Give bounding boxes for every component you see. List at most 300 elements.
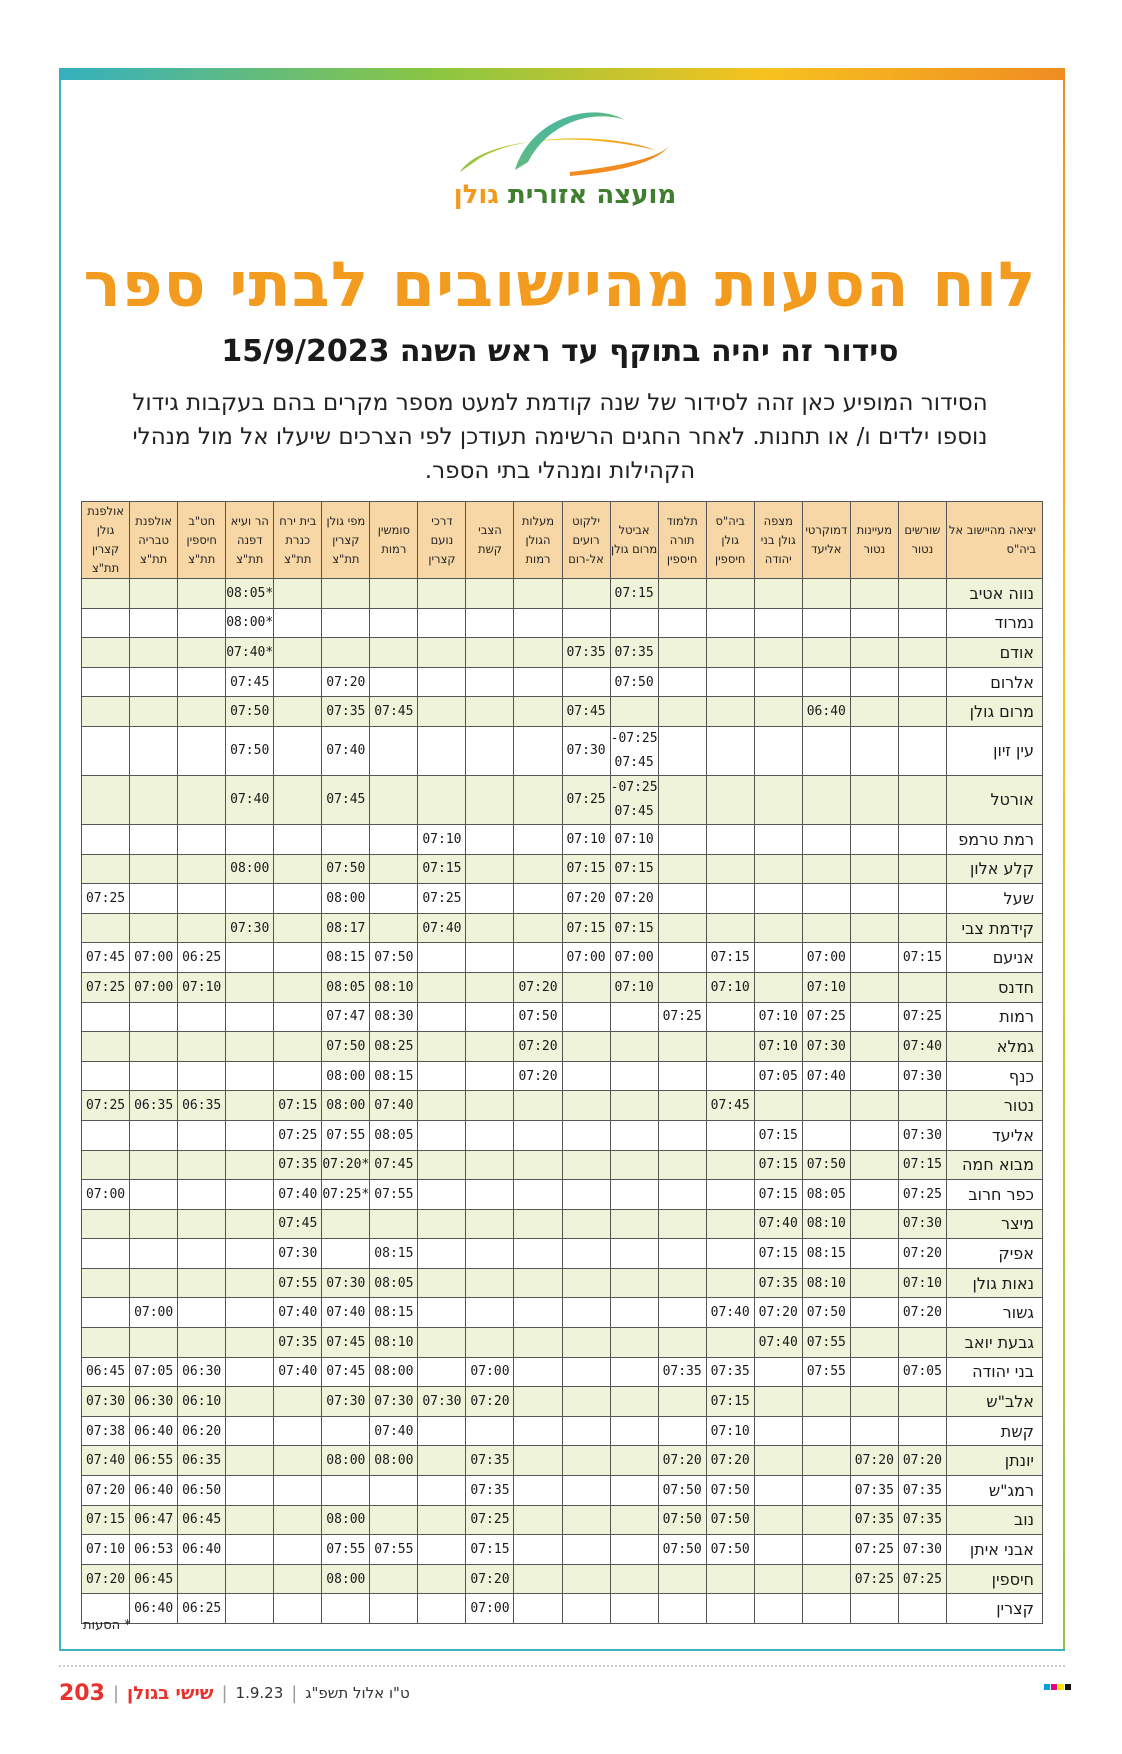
departure-time-cell	[418, 1032, 466, 1062]
departure-time-cell	[370, 608, 418, 638]
departure-time-cell	[802, 854, 850, 884]
departure-time-cell: 07:40	[322, 1298, 370, 1328]
footer-separator: |	[112, 1682, 120, 1704]
departure-time-cell: 07:20	[322, 667, 370, 697]
departure-time-cell: 08:15	[322, 943, 370, 973]
departure-time-cell: 07:20	[514, 1061, 562, 1091]
page-number: 203	[59, 1680, 105, 1706]
column-header-school: אולפנת גולן קצרין תת"צ	[82, 502, 130, 579]
departure-time-cell	[178, 667, 226, 697]
departure-time-cell	[226, 1476, 274, 1506]
departure-time-cell: 07:15	[610, 854, 658, 884]
departure-time-cell	[802, 608, 850, 638]
settlement-name-cell: נמרוד	[946, 608, 1042, 638]
departure-time-cell	[658, 1150, 706, 1180]
departure-time-cell	[754, 824, 802, 854]
departure-time-cell	[322, 1594, 370, 1624]
departure-time-cell	[178, 579, 226, 609]
departure-time-cell	[418, 1328, 466, 1358]
departure-time-cell: 07:40	[274, 1298, 322, 1328]
departure-time-cell	[466, 1120, 514, 1150]
departure-time-cell	[562, 1357, 610, 1387]
departure-time-cell	[130, 579, 178, 609]
departure-time-cell: 07:55	[370, 1535, 418, 1565]
departure-time-cell	[754, 1387, 802, 1417]
departure-time-cell	[130, 697, 178, 727]
departure-time-cell	[754, 667, 802, 697]
departure-time-cell: 07:10	[754, 1032, 802, 1062]
departure-time-cell: 07:40	[754, 1209, 802, 1239]
departure-time-cell: 07:30	[898, 1209, 946, 1239]
departure-time-cell: 07:35	[610, 638, 658, 668]
settlement-name-cell: מרום גולן	[946, 697, 1042, 727]
departure-time-cell: 08:10	[802, 1209, 850, 1239]
settlement-name-cell: קשת	[946, 1416, 1042, 1446]
departure-time-cell: 07:35	[658, 1357, 706, 1387]
departure-time-cell: 07:10	[706, 972, 754, 1002]
departure-time-cell: 07:10	[802, 972, 850, 1002]
departure-time-cell: 07:15	[754, 1180, 802, 1210]
departure-time-cell: 07:20	[82, 1564, 130, 1594]
settlement-name-cell: רמת טרמפ	[946, 824, 1042, 854]
departure-time-cell	[850, 1061, 898, 1091]
departure-time-cell: 07:45	[706, 1091, 754, 1121]
departure-time-cell	[514, 608, 562, 638]
departure-time-cell	[370, 913, 418, 943]
departure-time-cell	[850, 972, 898, 1002]
departure-time-cell	[514, 1505, 562, 1535]
departure-time-cell	[610, 1061, 658, 1091]
departure-time-cell	[802, 775, 850, 824]
departure-time-cell: 07:30	[898, 1120, 946, 1150]
departure-time-cell: 07:00	[130, 1298, 178, 1328]
departure-time-cell	[562, 1594, 610, 1624]
departure-time-cell	[322, 638, 370, 668]
departure-time-cell	[274, 608, 322, 638]
departure-time-cell: 08:00	[370, 1357, 418, 1387]
departure-time-cell	[274, 1061, 322, 1091]
departure-time-cell	[658, 608, 706, 638]
departure-time-cell	[418, 608, 466, 638]
departure-time-cell: 07:20	[898, 1446, 946, 1476]
departure-time-cell: 07:15	[754, 1150, 802, 1180]
departure-time-cell: 06:55	[130, 1446, 178, 1476]
table-row	[82, 1564, 1043, 1594]
departure-time-cell: 07:50	[658, 1505, 706, 1535]
departure-time-cell	[706, 1209, 754, 1239]
departure-time-cell	[130, 913, 178, 943]
departure-time-cell	[658, 943, 706, 973]
departure-time-cell	[850, 1298, 898, 1328]
departure-time-cell	[178, 1209, 226, 1239]
departure-time-cell	[850, 697, 898, 727]
departure-time-cell	[898, 638, 946, 668]
departure-time-cell: 08:00	[226, 854, 274, 884]
departure-time-cell: 07:25	[850, 1535, 898, 1565]
settlement-name-cell: קידמת צבי	[946, 913, 1042, 943]
departure-time-cell	[466, 667, 514, 697]
departure-time-cell	[322, 824, 370, 854]
departure-time-cell	[706, 1594, 754, 1624]
departure-time-cell	[754, 1476, 802, 1506]
column-header-school: מעלות הגולן רמות	[514, 502, 562, 579]
departure-time-cell: 07:10	[754, 1002, 802, 1032]
departure-time-cell: 07:45	[274, 1209, 322, 1239]
departure-time-cell: 08:05	[802, 1180, 850, 1210]
settlement-name-cell: אלרום	[946, 667, 1042, 697]
departure-time-cell: 07:15	[754, 1239, 802, 1269]
departure-time-cell	[514, 697, 562, 727]
departure-time-cell	[418, 1268, 466, 1298]
departure-time-cell	[466, 913, 514, 943]
departure-time-cell	[802, 884, 850, 914]
departure-time-cell	[802, 913, 850, 943]
departure-time-cell	[178, 697, 226, 727]
departure-time-cell	[706, 1061, 754, 1091]
departure-time-cell	[610, 608, 658, 638]
departure-time-cell	[226, 824, 274, 854]
settlement-name-cell: קצרין	[946, 1594, 1042, 1624]
settlement-name-cell: שעל	[946, 884, 1042, 914]
departure-time-cell	[82, 726, 130, 775]
departure-time-cell	[514, 943, 562, 973]
departure-time-cell	[466, 943, 514, 973]
departure-time-cell: 07:35	[850, 1476, 898, 1506]
table-row	[82, 1091, 1043, 1121]
footnote: * הסעות	[83, 1618, 131, 1633]
departure-time-cell	[850, 667, 898, 697]
departure-time-cell	[850, 1091, 898, 1121]
departure-time-cell	[706, 697, 754, 727]
departure-time-cell	[370, 638, 418, 668]
departure-time-cell: 07:20	[706, 1446, 754, 1476]
departure-time-cell	[418, 697, 466, 727]
departure-time-cell	[610, 1357, 658, 1387]
departure-time-cell	[706, 1328, 754, 1358]
settlement-name-cell: אניעם	[946, 943, 1042, 973]
departure-time-cell: 07:20	[514, 972, 562, 1002]
departure-time-cell	[562, 1298, 610, 1328]
departure-time-cell	[802, 1416, 850, 1446]
departure-time-cell	[130, 1150, 178, 1180]
departure-time-cell: 06:45	[82, 1357, 130, 1387]
departure-time-cell	[562, 1387, 610, 1417]
departure-time-cell	[658, 579, 706, 609]
departure-time-cell	[130, 1061, 178, 1091]
departure-time-cell	[130, 884, 178, 914]
departure-time-cell: 07:25	[274, 1120, 322, 1150]
departure-time-cell	[370, 1594, 418, 1624]
departure-time-cell: 07:30	[418, 1387, 466, 1417]
departure-time-cell: 07:30	[322, 1387, 370, 1417]
departure-time-cell	[898, 697, 946, 727]
departure-time-cell	[658, 1061, 706, 1091]
departure-time-cell	[754, 1446, 802, 1476]
departure-time-cell: 06:30	[130, 1387, 178, 1417]
departure-time-cell: 06:50	[178, 1476, 226, 1506]
departure-time-cell	[274, 1505, 322, 1535]
departure-time-cell	[514, 1091, 562, 1121]
departure-time-cell	[322, 1416, 370, 1446]
departure-time-cell	[658, 1032, 706, 1062]
departure-time-cell	[658, 1564, 706, 1594]
departure-time-cell	[418, 1416, 466, 1446]
departure-time-cell: 07:35	[754, 1268, 802, 1298]
departure-time-cell: 06:35	[178, 1446, 226, 1476]
departure-time-cell: 08:00	[322, 1505, 370, 1535]
departure-time-cell	[850, 1416, 898, 1446]
departure-time-cell: 07:45	[562, 697, 610, 727]
departure-time-cell	[850, 913, 898, 943]
departure-time-cell	[130, 1328, 178, 1358]
departure-time-cell	[82, 579, 130, 609]
departure-time-cell: 07:00	[466, 1594, 514, 1624]
departure-time-cell: 07:10	[418, 824, 466, 854]
departure-time-cell	[274, 824, 322, 854]
departure-time-cell	[178, 824, 226, 854]
departure-time-cell	[562, 1564, 610, 1594]
departure-time-cell	[898, 972, 946, 1002]
departure-time-cell	[610, 1209, 658, 1239]
settlement-name-cell: גמלא	[946, 1032, 1042, 1062]
footer-separator: |	[291, 1682, 298, 1704]
departure-time-cell	[466, 579, 514, 609]
departure-time-cell	[130, 667, 178, 697]
departure-time-cell	[898, 1594, 946, 1624]
table-row	[82, 608, 1043, 638]
departure-time-cell	[706, 1002, 754, 1032]
gregorian-date: 1.9.23	[235, 1684, 284, 1702]
departure-time-cell: 07:45	[322, 775, 370, 824]
departure-time-cell	[226, 1446, 274, 1476]
departure-time-cell	[562, 1328, 610, 1358]
departure-time-cell	[178, 913, 226, 943]
departure-time-cell	[514, 884, 562, 914]
departure-time-cell	[562, 1032, 610, 1062]
settlement-name-cell: נוב	[946, 1505, 1042, 1535]
departure-time-cell: 07:50	[802, 1150, 850, 1180]
settlement-name-cell: קלע אלון	[946, 854, 1042, 884]
departure-time-cell: 07:15	[562, 913, 610, 943]
departure-time-cell	[130, 1180, 178, 1210]
departure-time-cell: *07:25	[322, 1180, 370, 1210]
departure-time-cell: 08:05	[322, 972, 370, 1002]
departure-time-cell	[754, 1416, 802, 1446]
departure-time-cell	[322, 1209, 370, 1239]
departure-time-cell	[754, 638, 802, 668]
departure-time-cell	[706, 1032, 754, 1062]
departure-time-cell: 07:55	[370, 1180, 418, 1210]
departure-time-cell	[610, 1239, 658, 1269]
yellow-mark	[1058, 1684, 1064, 1690]
table-row	[82, 1120, 1043, 1150]
departure-time-cell	[898, 1328, 946, 1358]
departure-time-cell	[562, 1416, 610, 1446]
footer-divider	[59, 1665, 1065, 1667]
departure-time-cell	[514, 1268, 562, 1298]
departure-time-cell	[562, 1209, 610, 1239]
departure-time-cell	[658, 1091, 706, 1121]
departure-time-cell	[850, 1387, 898, 1417]
page-title: לוח הסעות מהיישובים לבתי ספר	[83, 248, 1037, 321]
departure-time-cell: 07:50	[226, 726, 274, 775]
departure-time-cell	[178, 638, 226, 668]
departure-time-cell	[850, 943, 898, 973]
departure-time-cell	[274, 697, 322, 727]
departure-time-cell	[706, 1180, 754, 1210]
departure-time-cell	[898, 884, 946, 914]
departure-time-cell: 07:40	[370, 1416, 418, 1446]
table-row	[82, 1446, 1043, 1476]
departure-time-cell: 08:25	[370, 1032, 418, 1062]
departure-time-cell	[850, 1268, 898, 1298]
departure-time-cell: 07:50	[370, 943, 418, 973]
departure-time-cell: 07:20	[754, 1298, 802, 1328]
departure-time-cell	[82, 1120, 130, 1150]
settlement-name-cell: אבני איתן	[946, 1535, 1042, 1565]
departure-time-cell	[850, 1594, 898, 1624]
departure-time-cell	[658, 638, 706, 668]
departure-time-cell	[370, 579, 418, 609]
departure-time-cell: 06:25	[178, 943, 226, 973]
departure-time-cell	[802, 667, 850, 697]
column-header-origin: יציאה מהיישוב אל ביה"ס	[946, 502, 1042, 579]
departure-time-cell	[898, 913, 946, 943]
departure-time-cell	[562, 1446, 610, 1476]
departure-time-cell	[466, 1180, 514, 1210]
departure-time-cell: 07:25- 07:45	[610, 775, 658, 824]
departure-time-cell: 06:35	[178, 1091, 226, 1121]
departure-time-cell	[754, 726, 802, 775]
departure-time-cell: 07:55	[274, 1268, 322, 1298]
departure-time-cell: 08:10	[370, 1328, 418, 1358]
departure-time-cell	[274, 884, 322, 914]
departure-time-cell	[658, 1268, 706, 1298]
departure-time-cell	[178, 1032, 226, 1062]
departure-time-cell: 07:35	[274, 1328, 322, 1358]
departure-time-cell	[370, 824, 418, 854]
departure-time-cell	[466, 638, 514, 668]
settlement-name-cell: רמג"ש	[946, 1476, 1042, 1506]
settlement-name-cell: גשור	[946, 1298, 1042, 1328]
departure-time-cell: 07:55	[802, 1328, 850, 1358]
departure-time-cell	[850, 1032, 898, 1062]
departure-time-cell	[898, 824, 946, 854]
departure-time-cell: 06:45	[130, 1564, 178, 1594]
departure-time-cell	[466, 1239, 514, 1269]
departure-time-cell	[226, 1091, 274, 1121]
departure-time-cell: 06:40	[130, 1594, 178, 1624]
departure-time-cell	[226, 1120, 274, 1150]
departure-time-cell	[466, 1091, 514, 1121]
departure-time-cell	[418, 667, 466, 697]
departure-time-cell	[658, 726, 706, 775]
departure-time-cell	[418, 1535, 466, 1565]
departure-time-cell	[754, 1564, 802, 1594]
departure-time-cell	[82, 913, 130, 943]
departure-time-cell	[850, 824, 898, 854]
departure-time-cell: 07:50	[322, 854, 370, 884]
departure-time-cell	[130, 1209, 178, 1239]
departure-time-cell: 07:35	[898, 1505, 946, 1535]
departure-time-cell	[610, 1120, 658, 1150]
departure-time-cell: 07:15	[610, 579, 658, 609]
departure-time-cell	[562, 972, 610, 1002]
departure-time-cell	[322, 1476, 370, 1506]
print-color-marks	[1044, 1684, 1071, 1690]
departure-time-cell: 07:55	[322, 1120, 370, 1150]
settlement-name-cell: חדנס	[946, 972, 1042, 1002]
settlement-name-cell: אורטל	[946, 775, 1042, 824]
departure-time-cell: 07:40	[274, 1180, 322, 1210]
departure-time-cell	[514, 579, 562, 609]
departure-time-cell	[370, 1476, 418, 1506]
departure-time-cell	[802, 579, 850, 609]
departure-time-cell	[706, 726, 754, 775]
departure-time-cell: 07:30	[802, 1032, 850, 1062]
departure-time-cell: 07:05	[754, 1061, 802, 1091]
departure-time-cell: 07:00	[802, 943, 850, 973]
table-row	[82, 1268, 1043, 1298]
departure-time-cell: 07:10	[610, 972, 658, 1002]
departure-time-cell	[706, 1150, 754, 1180]
departure-time-cell: 07:50	[322, 1032, 370, 1062]
departure-time-cell	[274, 1564, 322, 1594]
departure-time-cell: 07:20	[658, 1446, 706, 1476]
table-row	[82, 667, 1043, 697]
departure-time-cell	[418, 1239, 466, 1269]
departure-time-cell: 07:47	[322, 1002, 370, 1032]
departure-time-cell	[418, 1150, 466, 1180]
departure-time-cell: 07:20	[466, 1387, 514, 1417]
departure-time-cell	[418, 1476, 466, 1506]
departure-time-cell	[514, 1357, 562, 1387]
departure-time-cell: 07:35	[466, 1446, 514, 1476]
departure-time-cell: 07:00	[610, 943, 658, 973]
departure-time-cell: 07:15	[82, 1505, 130, 1535]
departure-time-cell: 07:15	[754, 1120, 802, 1150]
departure-time-cell: 07:05	[898, 1357, 946, 1387]
departure-time-cell	[82, 638, 130, 668]
departure-time-cell	[898, 608, 946, 638]
departure-time-cell	[706, 1268, 754, 1298]
departure-time-cell: 07:40	[418, 913, 466, 943]
table-row	[82, 1209, 1043, 1239]
departure-time-cell	[610, 1032, 658, 1062]
table-row	[82, 1357, 1043, 1387]
table-row	[82, 1387, 1043, 1417]
departure-time-cell: 07:40	[82, 1446, 130, 1476]
departure-time-cell: 06:40	[130, 1476, 178, 1506]
departure-time-cell: 07:25- 07:45	[610, 726, 658, 775]
departure-time-cell	[850, 726, 898, 775]
departure-time-cell: 07:25	[850, 1564, 898, 1594]
table-row	[82, 1328, 1043, 1358]
departure-time-cell	[274, 972, 322, 1002]
departure-time-cell: *07:20	[322, 1150, 370, 1180]
departure-time-cell	[754, 1505, 802, 1535]
departure-time-cell: 08:15	[802, 1239, 850, 1269]
departure-time-cell	[802, 638, 850, 668]
validity-subtitle: סידור זה יהיה בתוקף עד ראש השנה 15/9/2023	[221, 334, 899, 369]
departure-time-cell	[274, 1476, 322, 1506]
departure-time-cell	[754, 1357, 802, 1387]
departure-time-cell	[610, 697, 658, 727]
departure-time-cell	[802, 1091, 850, 1121]
departure-time-cell	[130, 1002, 178, 1032]
departure-time-cell	[418, 1298, 466, 1328]
table-row	[82, 1032, 1043, 1062]
